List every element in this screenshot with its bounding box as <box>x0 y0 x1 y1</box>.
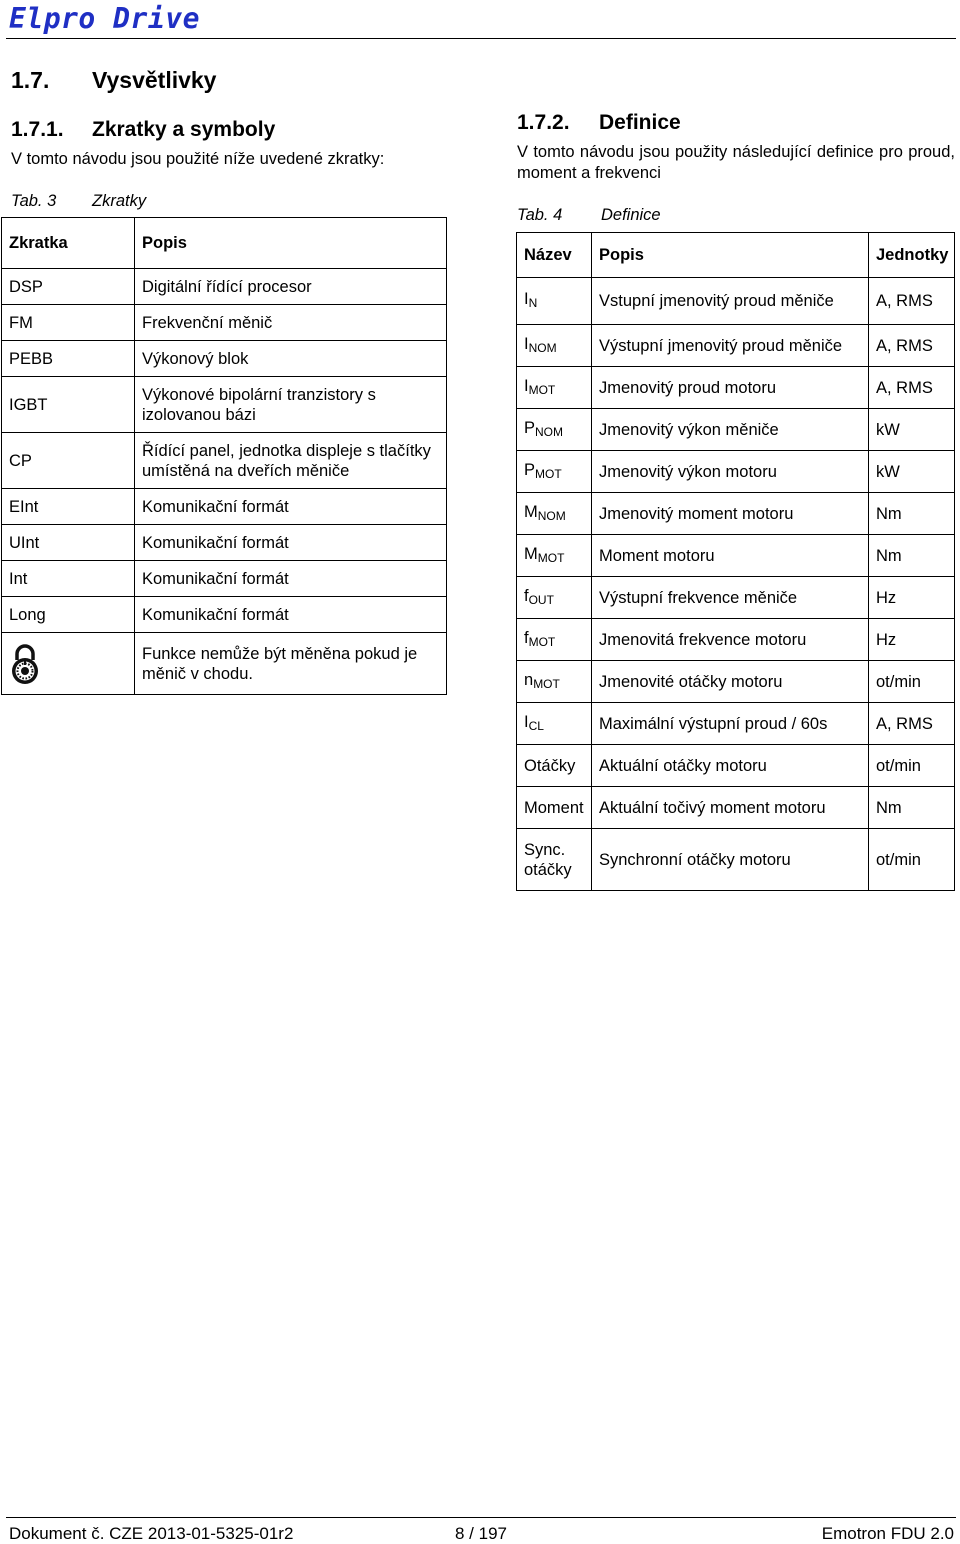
unit-cell: A, RMS <box>869 703 955 745</box>
subsection-title: Zkratky a symboly <box>92 118 276 141</box>
unit-cell: Nm <box>869 493 955 535</box>
table-row <box>2 525 447 561</box>
abbr-cell: UInt <box>2 525 135 561</box>
table-row <box>517 367 955 409</box>
symbol: P <box>524 460 536 479</box>
table-row <box>2 489 447 525</box>
desc-cell: Synchronní otáčky motoru <box>592 829 869 891</box>
subsection-title: Definice <box>599 111 681 134</box>
name-cell <box>517 451 592 493</box>
table-row <box>2 341 447 377</box>
table-header-row <box>2 218 447 269</box>
table-row <box>2 433 447 489</box>
name-cell <box>517 493 592 535</box>
abbr-cell: EInt <box>2 489 135 525</box>
abbr-cell: Long <box>2 597 135 633</box>
header-divider <box>6 38 956 39</box>
unit-cell: Hz <box>869 619 955 661</box>
abbr-cell: IGBT <box>2 377 135 433</box>
table-caption-definitions <box>517 206 661 225</box>
symbol-subscript: N <box>528 296 538 310</box>
symbol: I <box>524 334 529 353</box>
padlock-icon <box>9 643 41 685</box>
column-header: Zkratka <box>2 218 135 269</box>
name-cell <box>517 745 592 787</box>
table-row <box>517 829 955 891</box>
symbol: f <box>524 586 529 605</box>
desc-cell: Moment motoru <box>592 535 869 577</box>
desc-cell: Aktuální točivý moment motoru <box>592 787 869 829</box>
symbol-subscript: OUT <box>528 592 554 607</box>
unit-cell: ot/min <box>869 829 955 891</box>
desc-cell: Výstupní jmenovitý proud měniče <box>592 325 869 367</box>
table-row <box>517 661 955 703</box>
subsection-heading-definitions <box>517 111 681 135</box>
table-header-row <box>517 233 955 278</box>
subsection-number: 1.7.2. <box>517 111 570 134</box>
unit-cell: Hz <box>869 577 955 619</box>
footer-document-id: Dokument č. CZE 2013-01-5325-01r2 <box>9 1524 294 1543</box>
symbol-subscript: MOT <box>528 382 556 397</box>
section-number: 1.7. <box>11 67 50 93</box>
desc-cell: Vstupní jmenovitý proud měniče <box>592 278 869 325</box>
abbreviations-intro: V tomto návodu jsou použité níže uvedené zkratky: <box>11 150 385 168</box>
footer-divider <box>6 1517 956 1518</box>
table-title: Zkratky <box>92 192 147 210</box>
abbr-cell: PEBB <box>2 341 135 377</box>
table-row <box>2 633 447 695</box>
desc-cell: Výkonový blok <box>135 341 447 377</box>
desc-cell: Jmenovitá frekvence motoru <box>592 619 869 661</box>
table-row <box>517 535 955 577</box>
table-row <box>517 787 955 829</box>
desc-cell: Digitální řídící procesor <box>135 269 447 305</box>
symbol-subscript: MOT <box>533 676 560 691</box>
symbol: f <box>524 628 529 647</box>
symbol-subscript: MOT <box>537 550 565 565</box>
symbol: I <box>524 712 529 731</box>
name-cell <box>517 367 592 409</box>
unit-cell: Nm <box>869 787 955 829</box>
symbol: Sync. otáčky <box>524 840 572 879</box>
name-cell <box>517 535 592 577</box>
symbol: I <box>524 376 529 395</box>
section-heading <box>11 67 216 94</box>
abbr-cell: DSP <box>2 269 135 305</box>
brand-logo: Elpro Drive <box>9 2 200 35</box>
unit-cell: Nm <box>869 535 955 577</box>
desc-cell: Funkce nemůže být měněna pokud je měnič v chodu. <box>135 633 447 695</box>
unit-cell: kW <box>869 451 955 493</box>
desc-cell: Výkonové bipolární tranzistory s izolovanou bázi <box>135 377 447 433</box>
desc-cell: Komunikační formát <box>135 525 447 561</box>
table-row <box>517 278 955 325</box>
subsection-heading-abbreviations <box>11 118 275 142</box>
table-row <box>517 577 955 619</box>
symbol: Moment <box>524 798 584 817</box>
desc-cell: Jmenovitý proud motoru <box>592 367 869 409</box>
unit-cell: A, RMS <box>869 278 955 325</box>
column-header: Jednotky <box>869 233 955 278</box>
footer-page-number: 8 / 197 <box>455 1524 507 1543</box>
table-title: Definice <box>601 206 661 224</box>
desc-cell: Jmenovitý výkon motoru <box>592 451 869 493</box>
abbr-cell: CP <box>2 433 135 489</box>
table-row <box>2 597 447 633</box>
desc-cell: Řídící panel, jednotka displeje s tlačítky umístěná na dveřích měniče <box>135 433 447 489</box>
unit-cell: ot/min <box>869 745 955 787</box>
definitions-table-body <box>517 278 955 891</box>
table-label: Tab. 3 <box>11 192 57 210</box>
definitions-table <box>516 232 955 891</box>
symbol-subscript: NOM <box>528 340 557 355</box>
table-row <box>2 377 447 433</box>
column-header: Popis <box>135 218 447 269</box>
unit-cell: kW <box>869 409 955 451</box>
symbol: M <box>524 502 538 521</box>
abbreviations-table <box>1 217 447 695</box>
name-cell <box>517 577 592 619</box>
desc-cell: Frekvenční měnič <box>135 305 447 341</box>
desc-cell: Komunikační formát <box>135 597 447 633</box>
table-row <box>517 409 955 451</box>
symbol: P <box>524 418 536 437</box>
desc-cell: Jmenovitý výkon měniče <box>592 409 869 451</box>
symbol-subscript: MOT <box>528 634 556 649</box>
name-cell <box>517 829 592 891</box>
desc-cell: Maximální výstupní proud / 60s <box>592 703 869 745</box>
desc-cell: Komunikační formát <box>135 489 447 525</box>
symbol-subscript: CL <box>528 718 544 733</box>
footer-product: Emotron FDU 2.0 <box>821 1524 954 1543</box>
name-cell <box>517 409 592 451</box>
name-cell <box>517 703 592 745</box>
table-row <box>2 561 447 597</box>
table-row <box>517 493 955 535</box>
name-cell <box>517 325 592 367</box>
section-title: Vysvětlivky <box>92 67 217 93</box>
symbol: Otáčky <box>524 756 576 775</box>
table-row <box>517 703 955 745</box>
abbr-cell: Int <box>2 561 135 597</box>
table-row <box>2 305 447 341</box>
desc-cell: Komunikační formát <box>135 561 447 597</box>
table-row <box>517 619 955 661</box>
desc-cell: Jmenovitý moment motoru <box>592 493 869 535</box>
unit-cell: A, RMS <box>869 367 955 409</box>
table-row <box>517 451 955 493</box>
unit-cell: ot/min <box>869 661 955 703</box>
desc-cell: Výstupní frekvence měniče <box>592 577 869 619</box>
column-header: Název <box>517 233 592 278</box>
table-row <box>2 269 447 305</box>
table-row <box>517 745 955 787</box>
table-label: Tab. 4 <box>517 206 563 224</box>
name-cell <box>517 787 592 829</box>
name-cell <box>517 278 592 325</box>
subsection-number: 1.7.1. <box>11 118 64 141</box>
table-caption-abbreviations <box>11 192 146 211</box>
name-cell <box>517 619 592 661</box>
symbol: n <box>524 670 534 689</box>
symbol-subscript: NOM <box>537 508 566 523</box>
abbr-cell: FM <box>2 305 135 341</box>
symbol-subscript: MOT <box>535 466 562 481</box>
symbol-subscript: NOM <box>535 424 564 439</box>
desc-cell: Jmenovité otáčky motoru <box>592 661 869 703</box>
definitions-intro: V tomto návodu jsou použity následující definice pro proud, moment a frekvenci <box>517 143 955 182</box>
symbol: M <box>524 544 538 563</box>
table-row <box>517 325 955 367</box>
abbr-cell <box>2 633 135 695</box>
unit-cell: A, RMS <box>869 325 955 367</box>
name-cell <box>517 661 592 703</box>
column-header: Popis <box>592 233 869 278</box>
desc-cell: Aktuální otáčky motoru <box>592 745 869 787</box>
symbol: I <box>524 290 529 308</box>
